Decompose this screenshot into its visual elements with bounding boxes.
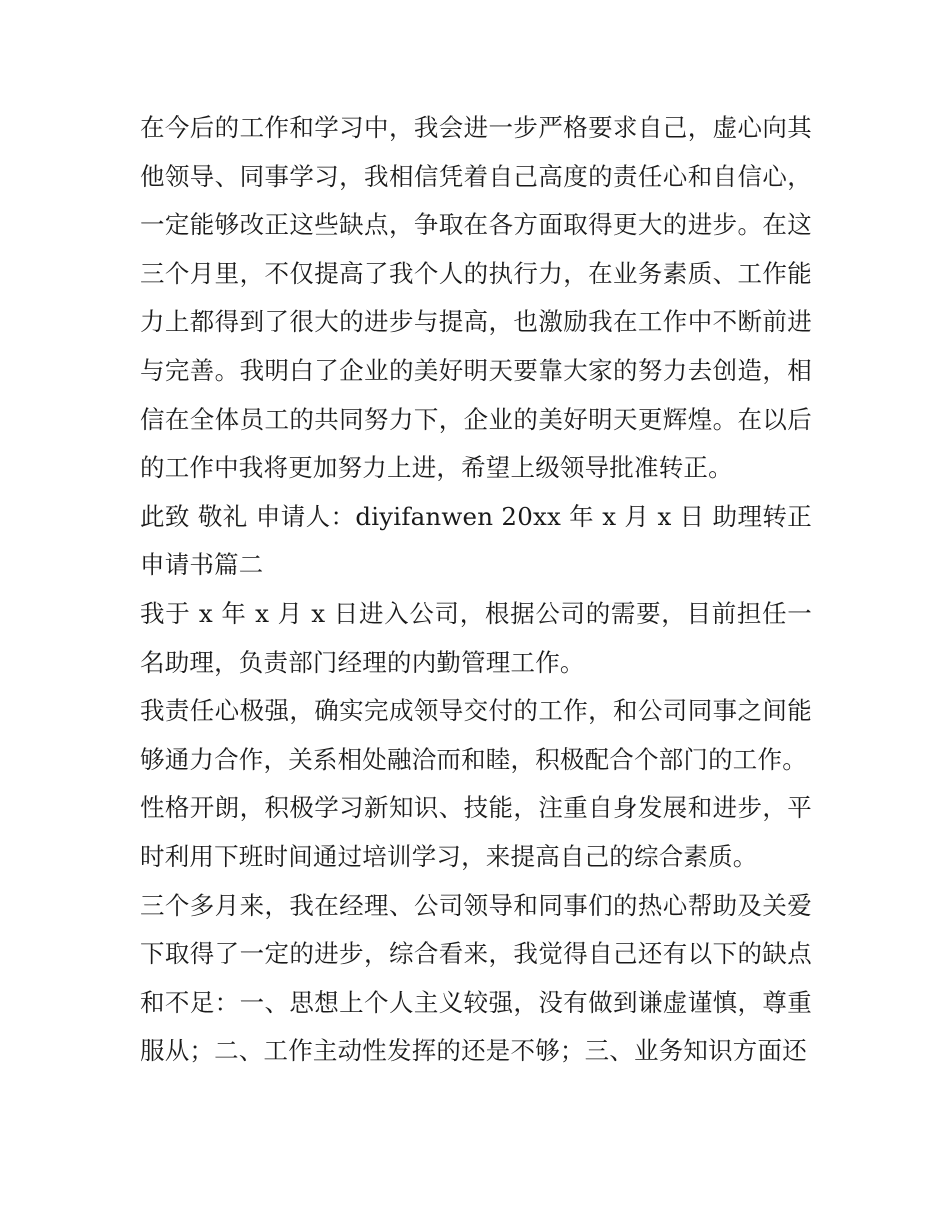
paragraph-responsibility: 我责任心极强，确实完成领导交付的工作，和公司同事之间能够通力合作，关系相处融洽而和睦，积极配合个部门的工作。 [140, 696, 812, 774]
paragraph-closing-commitment: 在今后的工作和学习中，我会进一步严格要求自己，虚心向其他领导、同事学习，我相信凭着自己高度的责任心和自信心，一定能够改正这些缺点，争取在各方面取得更大的进步。在这三个月里，不仅提高了我个人的执行力，在业务素质、工作能力上都得到了很大的进步与提高，也激励我在工作中不断前进与完善。我明白了企业的美好明天要靠大家的努力去创造，相信在全体员工的共同努力下，企业的美好明天更辉煌。在以后的工作中我将更加努力上进，希望上级领导批准转正。 [140, 113, 812, 483]
paragraph-shortcomings: 三个多月来，我在经理、公司领导和同事们的热心帮助及关爱下取得了一定的进步，综合看来，我觉得自己还有以下的缺点和不足：一、思想上个人主义较强，没有做到谦虚谨慎，尊重服从；二、工作主动性发挥的还是不够；三、业务知识方面还 [140, 890, 812, 1066]
paragraph-entry-date: 我于 x 年 x 月 x 日进入公司，根据公司的需要，目前担任一名助理，负责部门经理的内勤管理工作。 [140, 598, 812, 677]
document-body [140, 104, 812, 1076]
paragraph-signature-and-heading: 此致 敬礼 申请人：diyifanwen 20xx 年 x 月 x 日 助理转正申请书篇二 [140, 501, 812, 580]
paragraph-personality: 性格开朗，积极学习新知识、技能，注重自身发展和进步，平时利用下班时间通过培训学习，来提高自己的综合素质。 [140, 793, 812, 871]
